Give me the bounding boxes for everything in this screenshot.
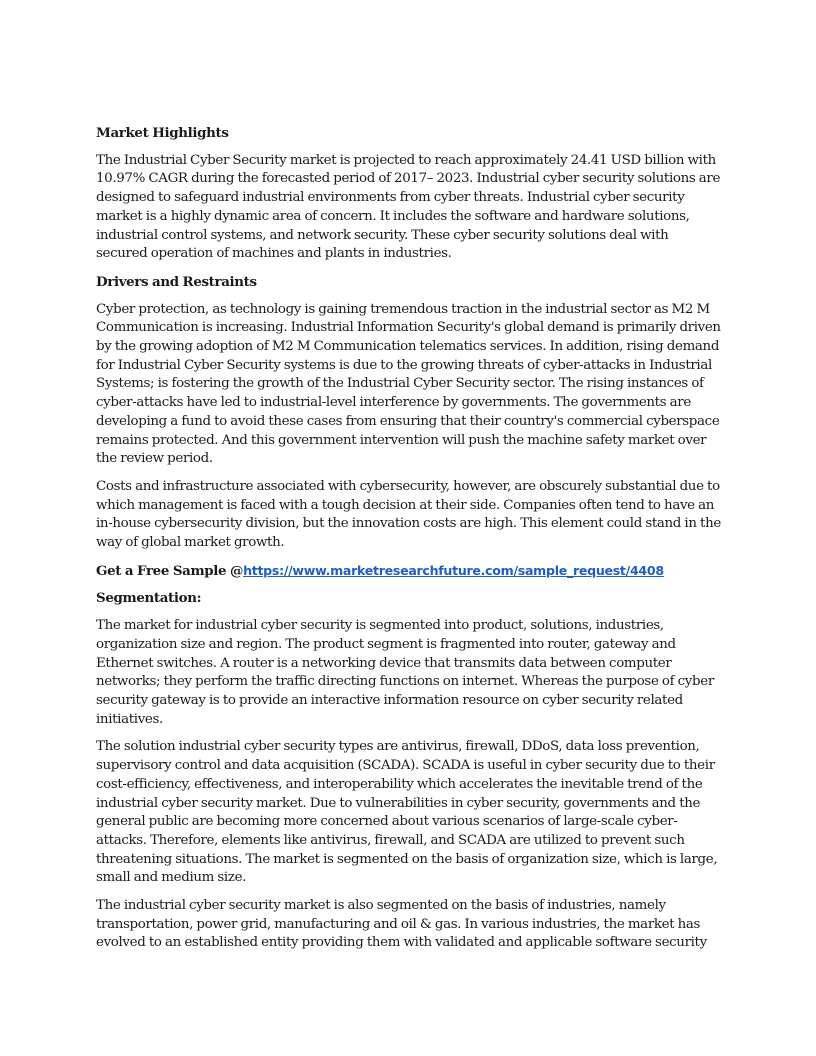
drivers-restraints-heading: Drivers and Restraints bbox=[96, 273, 257, 290]
segmentation-paragraph-product: The market for industrial cyber security is segmented into product, solutions, industries, organization size and region. The product segment is fragmented into router, gateway and Ethernet switches. A router is a networking device that transmits data between computer networks; they perform the traffic directing functions on internet. Whereas the purpose of cyber security gateway is to provide an interactive information resource on cyber security related initiatives. bbox=[96, 618, 714, 727]
document-page bbox=[96, 124, 722, 962]
drivers-paragraph: Cyber protection, as technology is gaining tremendous traction in the industrial sector as M2 M Communication is increasing. Industrial Information Security's global demand is primarily driven by the growing adoption of M2 M Communication telematics services. In addition, rising demand for Industrial Cyber Security systems is due to the growing threats of cyber-attacks in Industrial Systems; is fostering the growth of the Industrial Cyber Security sector. The rising instances of cyber-attacks have led to industrial-level interference by governments. The governments are developing a fund to avoid these cases from ensuring that their country's commercial cyberspace remains protected. And this government intervention will push the machine safety market over the review period. bbox=[96, 301, 721, 467]
market-highlights-paragraph: The Industrial Cyber Security market is projected to reach approximately 24.41 USD billion with 10.97% CAGR during the forecasted period of 2017– 2023. Industrial cyber security solutions are designed to safeguard industrial environments from cyber threats. Industrial cyber security market is a highly dynamic area of concern. It includes the software and hardware solutions, industrial control systems, and network security. These cyber security solutions deal with secured operation of machines and plants in industries. bbox=[96, 152, 721, 262]
segmentation-paragraph-industries: The industrial cyber security market is also segmented on the basis of industries, namely transportation, power grid, manufacturing and oil & gas. In various industries, the market has evolved to an established entity providing them with validated and applicable software security bbox=[96, 898, 707, 951]
free-sample-label: Get a Free Sample @ bbox=[96, 562, 244, 579]
segmentation-paragraph-solution: The solution industrial cyber security types are antivirus, firewall, DDoS, data loss prevention, supervisory control and data acquisition (SCADA). SCADA is useful in cyber security due to their cost-efficiency, effectiveness, and interoperability which accelerates the inevitable trend of the industrial cyber security market. Due to vulnerabilities in cyber security, governments and the general public are becoming more concerned about various scenarios of large-scale cyber-attacks. Therefore, elements like antivirus, firewall, and SCADA are utilized to prevent such threatening situations. The market is segmented on the basis of organization size, which is large, small and medium size. bbox=[96, 739, 718, 886]
sample-request-link[interactable]: https://www.marketresearchfuture.com/sample_request/4408 bbox=[243, 562, 664, 578]
restraints-paragraph: Costs and infrastructure associated with cybersecurity, however, are obscurely substantial due to which management is faced with a tough decision at their side. Companies often tend to have an in-house cybersecurity division, but the innovation costs are high. This element could stand in the way of global market growth. bbox=[96, 478, 721, 551]
segmentation-heading: Segmentation: bbox=[96, 590, 202, 607]
free-sample-line bbox=[96, 562, 722, 581]
market-highlights-heading: Market Highlights bbox=[96, 125, 229, 141]
